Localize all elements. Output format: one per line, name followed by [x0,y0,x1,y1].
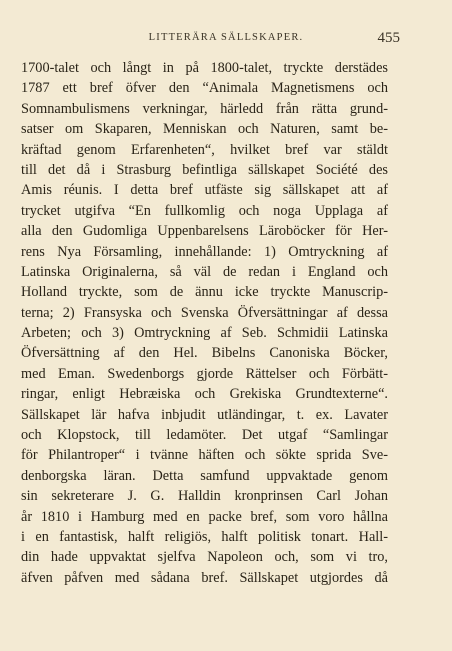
text-line: rens Nya Församling, innehållande: 1) Omtryckning af [21,243,388,260]
text-line: kräftad genom Erfarenheten“, hvilket bref var stäldt [21,141,388,158]
body-text [21,58,388,588]
text-line: ringar, enligt Hebræiska och Grekiska Grundtexterne“. [21,386,388,403]
text-line: 1787 ett bref öfver den “Animala Magnetismens och [21,80,388,97]
text-line: alla den Gudomliga Uppenbarelsens Läroböcker för Her- [21,223,388,240]
text-line: trycket utgifva “En fullkomlig och noga Upplaga af [21,202,388,219]
text-line: sin sekreterare J. G. Halldin kronprinsen Carl Johan [21,488,388,505]
text-line: Somnambulismens verkningar, härledd från rätta grund- [21,100,388,117]
page-number: 455 [377,30,400,46]
text-line: satser om Skaparen, Menniskan och Naturen, samt be- [21,121,388,138]
text-line: år 1810 i Hamburg med en packe bref, som voro hållna [21,508,388,525]
text-line: äfven påfven med sådana bref. Sällskapet utgjordes då [21,569,388,586]
text-line: för Philantroper“ i tvänne häften och sökte sprida Sve- [21,447,388,464]
text-line: Holland tryckte, som de ännu icke tryckte Manuscrip- [21,284,388,301]
text-line: Arbeten; och 3) Omtryckning af Seb. Schmidii Latinska [21,325,388,342]
text-line: 1700-talet och långt in på 1800-talet, tryckte derstädes [21,60,388,76]
text-line: med Eman. Swedenborgs gjorde Rättelser och Förbätt- [21,365,388,382]
text-line: till det då i Strasburg befintliga sällskapet Société des [21,161,388,178]
text-line: och Klopstock, till ledamöter. Det utgaf “Samlingar [21,427,388,444]
text-line: terna; 2) Fransyska och Svenska Öfversättningar af dessa [21,304,388,321]
text-line: i en fantastisk, halft religiös, halft politisk tonart. Hall- [21,528,388,545]
text-line: Latinska Originalerna, så väl de redan i England och [21,263,388,280]
text-line: denborgska läran. Detta samfund uppvaktade genom [21,467,388,484]
running-title: LITTERÄRA SÄLLSKAPER. [148,32,304,43]
text-line: Sällskapet lär hafva inbjudit utländingar, t. ex. Lavater [21,406,388,423]
text-line: Amis réunis. I detta bref utfäste sig sällskapet att af [21,182,388,199]
text-line: Öfversättning af den Hel. Bibelns Canoniska Böcker, [21,345,388,362]
running-head [0,30,452,50]
text-line: din hade uppvaktat sjelfva Napoleon och, som vi tro, [21,549,388,566]
